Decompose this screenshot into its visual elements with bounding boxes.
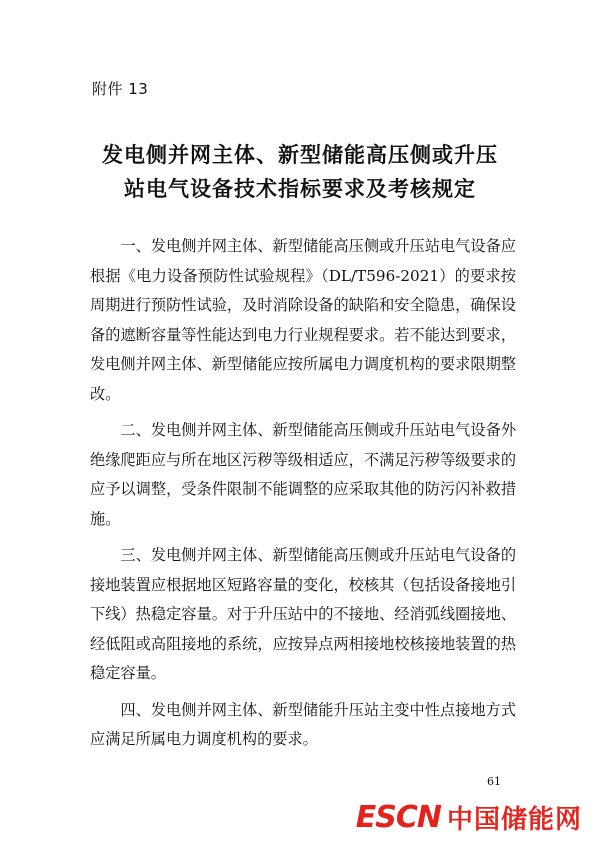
paragraph-3: 三、发电侧并网主体、新型储能高压侧或升压站电气设备的接地装置应根据地区短路容量的变化，校核其（包括设备接地引下线）热稳定容量。对于升压站中的不接地、经消弧线圈接地、经低阻或高阻接地的系统，应按异点两相接地校核接地装置的热稳定容量。 — [90, 546, 516, 682]
paragraph-1: 一、发电侧并网主体、新型储能高压侧或升压站电气设备应根据《电力设备预防性试验规程》（DL/T596-2021）的要求按周期进行预防性试验，及时消除设备的缺陷和安全隐患，确保设备的遮断容量等性能达到电力行业规程要求。若不能达到要求，发电侧并网主体、新型储能应按所属电力调度机构的要求限期整改。 — [90, 237, 516, 403]
site-name-text: 中国储能网 — [446, 805, 582, 835]
paragraph-4: 四、发电侧并网主体、新型储能升压站主变中性点接地方式应满足所属电力调度机构的要求。 — [90, 700, 516, 748]
paragraph-2: 二、发电侧并网主体、新型储能高压侧或升压站电气设备外绝缘爬距应与所在地区污秽等级相适应，不满足污秽等级要求的应予以调整，受条件限制不能调整的应采取其他的防污闪补救措施。 — [90, 421, 516, 528]
title-line-2: 站电气设备技术指标要求及考核规定 — [124, 177, 476, 201]
watermark — [356, 799, 582, 836]
title-line-1: 发电侧并网主体、新型储能高压侧或升压 — [102, 143, 498, 167]
attachment-label: 附件 13 — [92, 80, 149, 98]
escn-logo-text: ESCN — [355, 800, 441, 835]
document-title — [60, 138, 540, 206]
page-number: 61 — [487, 775, 501, 788]
document-body — [90, 232, 516, 762]
